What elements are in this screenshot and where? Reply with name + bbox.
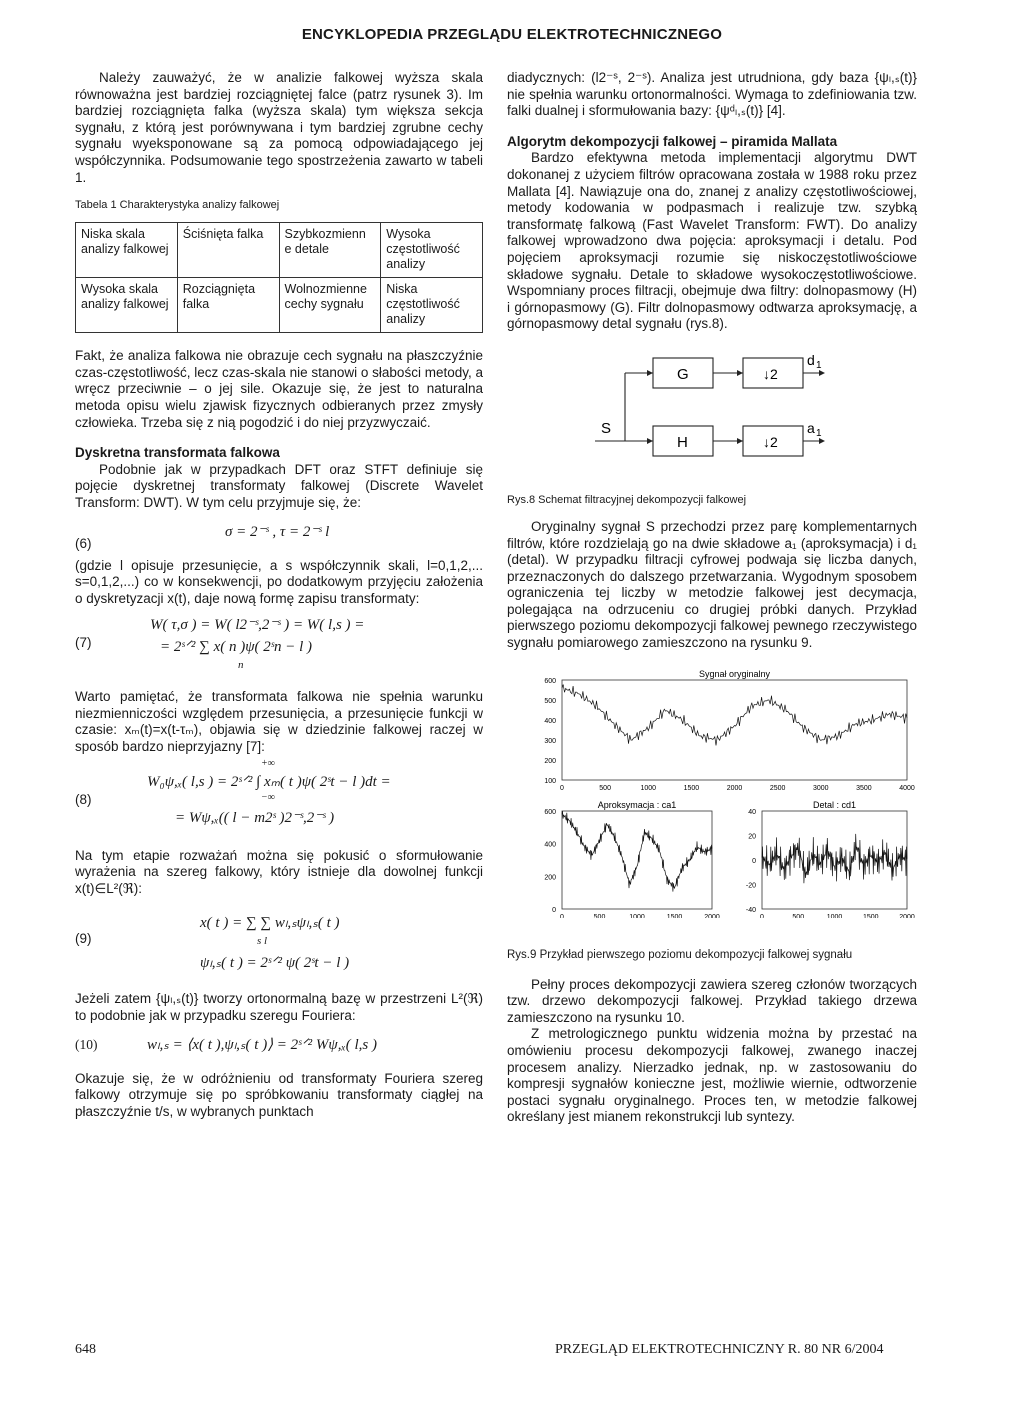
paragraph: (gdzie l opisuje przesunięcie, a s współczynnik skali, l=0,1,2,... s=0,1,2,...) co w konsekwencji, po dodatkowym przyjęciu założenia o dyskretyzacji x(t), daje nową formę zapisu transformaty: xyxy=(75,557,483,606)
table-cell: Niska częstotliwość analizy xyxy=(381,278,483,333)
y-tick-label: 500 xyxy=(544,697,556,705)
paragraph: Warto pamiętać, że transformata falkowa nie spełnia warunku niezmienniczości względem przesunięcia, a przesunięcie funkcji w czasie: xₘ(t)=x(t-τₘ), objawia się w dziedzinie falkowej raczej w sposób bardzo nieprzyjazny [7]: xyxy=(75,689,483,755)
filter-bank-diagram xyxy=(507,341,917,479)
y-tick-label: 0 xyxy=(552,906,556,914)
equation-number: (8) xyxy=(75,791,92,807)
x-tick-label: 500 xyxy=(593,913,606,918)
x-tick-label: 1500 xyxy=(683,784,700,792)
y-tick-label: 20 xyxy=(748,833,756,841)
y-tick-label: 200 xyxy=(544,757,556,765)
series-line xyxy=(762,834,907,883)
x-tick-label: 2500 xyxy=(769,784,786,792)
equation-line: W₀ψ,ₓ( l,s ) = 2ˢᐟ² ∫ xₘ( t )ψ( 2ˢt − l )dt = xyxy=(147,773,391,790)
journal-footer: PRZEGLĄD ELEKTROTECHNICZNY R. 80 NR 6/2004 xyxy=(555,1342,884,1357)
integral-upper-limit: +∞ xyxy=(261,757,275,769)
x-tick-label: 4000 xyxy=(899,784,915,792)
table-cell: Ściśnięta falka xyxy=(177,223,279,278)
filter-g-label: G xyxy=(677,365,689,383)
downsample-label: ↓2 xyxy=(763,433,778,450)
y-tick-label: -40 xyxy=(745,906,756,914)
output-a1-label: a xyxy=(807,419,815,436)
integral-lower-limit: −∞ xyxy=(261,791,275,803)
plot-frame xyxy=(562,680,907,780)
equation-6 xyxy=(75,512,483,558)
table-cell: Niska skala analizy falkowej xyxy=(76,223,178,278)
equation-body: σ = 2⁻ˢ , τ = 2⁻ˢ l xyxy=(225,523,330,540)
x-tick-label: 1500 xyxy=(666,913,683,918)
equation-line: = Wψ,ₓ(( l − m2ˢ )2⁻ˢ,2⁻ˢ ) xyxy=(175,809,335,826)
equation-body: wₗ,ₛ = ⟨x( t ),ψₗ,ₛ( t )⟩ = 2ˢᐟ² Wψ,ₓ( l,s ) xyxy=(147,1036,377,1053)
paragraph: Należy zauważyć, że w analizie falkowej wyższa skala równoważna jest bardziej rozciągniętej falce (patrz rysunek 3). Im bardziej rozciągnięta falka (wyższa skala) tym większa sekcja sygnału, z którą jest porównywana i tym bardziej zgrubne cechy sygnału wyeksponowane są za pomocą odpowiadającego jej współczynnika. Podsumowanie tego spostrzeżenia zawarto w tabeli 1. xyxy=(75,70,483,185)
table-cell: Szybkozmienn e detale xyxy=(279,223,381,278)
subscript: 1 xyxy=(816,427,822,439)
y-tick-label: -20 xyxy=(745,882,756,890)
chart-2 xyxy=(544,800,720,918)
equation-number: (7) xyxy=(75,635,92,651)
equation-subscript: s l xyxy=(257,935,268,948)
table-cell: Wysoka skala analizy falkowej xyxy=(76,278,178,333)
figure-caption: Rys.8 Schemat filtracyjnej dekompozycji falkowej xyxy=(507,493,747,506)
paragraph: Okazuje się, że w odróżnieniu od transformaty Fouriera szereg falkowy otrzymuje się po spróbkowaniu transformaty ciągłej na płaszczyźnie t/s, w wybranych punktach xyxy=(75,1070,483,1119)
y-tick-label: 0 xyxy=(752,857,756,865)
chart-3 xyxy=(746,800,915,918)
equation-line: x( t ) = ∑ ∑ wₗ,ₛψₗ,ₛ( t ) xyxy=(200,915,340,932)
left-column xyxy=(75,70,483,1120)
paragraph: Jeżeli zatem {ψₗ,ₛ(t)} tworzy ortonormalną bazę w przestrzeni L²(ℜ) to podobnie jak w przypadku szeregu Fouriera: xyxy=(75,991,483,1024)
series-line xyxy=(562,811,712,892)
equation-number: (10) xyxy=(75,1036,98,1052)
decomposition-charts xyxy=(507,668,917,918)
x-tick-label: 500 xyxy=(792,913,805,918)
x-tick-label: 3000 xyxy=(812,784,829,792)
paragraph: Podobnie jak w przypadkach DFT oraz STFT definiuje się pojęcie dyskretnej transformaty falkowej (Discrete Wavelet Transform: DWT). W tym celu przyjmuje się, że: xyxy=(75,461,483,510)
table-row xyxy=(76,278,483,333)
chart-title: Aproksymacja : ca1 xyxy=(597,799,677,810)
x-tick-label: 0 xyxy=(760,913,764,918)
characteristics-table xyxy=(75,222,483,333)
equation-number: (9) xyxy=(75,931,92,947)
table-cell: Rozciągnięta falka xyxy=(177,278,279,333)
x-tick-label: 0 xyxy=(560,913,564,918)
y-tick-label: 600 xyxy=(544,808,556,816)
equation-line: = 2ˢᐟ² ∑ x( n )ψ( 2ˢn − l ) xyxy=(160,639,312,656)
x-tick-label: 0 xyxy=(560,784,564,792)
subscript: 1 xyxy=(816,359,822,371)
x-tick-label: 2000 xyxy=(704,913,720,918)
signal-label-s: S xyxy=(601,419,612,437)
y-tick-label: 600 xyxy=(544,677,556,685)
y-tick-label: 100 xyxy=(544,777,556,785)
filter-h-label: H xyxy=(677,433,688,451)
running-header: ENCYKLOPEDIA PRZEGLĄDU ELEKTROTECHNICZNEGO xyxy=(301,26,723,43)
figure-caption: Rys.9 Przykład pierwszego poziomu dekompozycji falkowej sygnału xyxy=(507,948,853,961)
chart-title: Sygnał oryginalny xyxy=(698,668,771,679)
x-tick-label: 500 xyxy=(599,784,611,792)
equation-number: (6) xyxy=(75,535,92,551)
section-heading: Dyskretna transformata falkowa xyxy=(75,445,280,461)
series-line xyxy=(562,684,907,745)
y-tick-label: 400 xyxy=(544,841,556,849)
table-caption: Tabela 1 Charakterystyka analizy falkowej xyxy=(75,199,280,212)
paragraph: Z metrologicznego punktu widzenia można by przestać na omówieniu procesu dekompozycji falkowej, zwanego inaczej procesem analizy. Nierzadko jednak, np. w zastosowaniu do kompresji sygnałów konieczne jest, możliwie wiernie, odtworzenie postaci sygnału oryginalnego. Proces ten, w metodzie falkowej określany jest mianem rekonstrukcji lub syntezy. xyxy=(507,1026,917,1125)
equation-7 xyxy=(75,607,483,679)
equation-subscript: n xyxy=(238,659,244,672)
output-d1-label: d xyxy=(807,351,815,368)
table-cell: Wolnozmienne cechy sygnału xyxy=(279,278,381,333)
paragraph: Pełny proces dekompozycji zawiera szereg członów tworzących tzw. drzewo dekompozycji falkowej. Przykład takiego drzewa zamieszczono na rysunku 10. xyxy=(507,976,917,1025)
chart-1 xyxy=(544,669,915,792)
chart-title: Detal : cd1 xyxy=(812,799,857,810)
y-tick-label: 200 xyxy=(544,873,556,881)
y-tick-label: 40 xyxy=(748,808,756,816)
section-heading: Algorytm dekompozycji falkowej – piramida Mallata xyxy=(507,133,838,149)
x-tick-label: 1000 xyxy=(629,913,645,918)
paragraph: Na tym etapie rozważań można się pokusić o sformułowanie wyrażenia na szereg falkowy, który istnieje dla dowolnej funkcji x(t)∈L²(ℜ): xyxy=(75,847,483,896)
plot-frame xyxy=(762,811,907,909)
equation-8 xyxy=(75,756,483,838)
x-tick-label: 2000 xyxy=(726,784,743,792)
downsample-label: ↓2 xyxy=(763,365,778,382)
x-tick-label: 1000 xyxy=(640,784,657,792)
table-row xyxy=(76,223,483,278)
paragraph: Fakt, że analiza falkowa nie obrazuje cech sygnału na płaszczyźnie czas-częstotliwość, lecz czas-skala nie stanowi o słabości metody, a wręcz przeciwnie – o jej sile. Okazuje się, że jest to naturalna metoda opisu wielu zjawisk fizycznych odbieranych przez zmysły człowieka. Trzeba się z nią pogodzić i do niej przyzwyczaić. xyxy=(75,348,483,430)
paragraph: Oryginalny sygnał S przechodzi przez parę komplementarnych filtrów, które rozdzielają go na dwie składowe a₁ (aproksymacja) i d₁ (detal). W przypadku filtracji cyfrowej podwaja się liczba danych, przeznaczonych do dalszego przetwarzania. Wygodnym sposobem ograniczenia tej liczby w metodzie falkowej jest decymacja, polegająca na odrzuceniu co drugiej próbki danych. Przykład pierwszego poziomu dekompozycji falkowej pewnego rzeczywistego sygnału pomiarowego zamieszczono na rysunku 9. xyxy=(507,518,917,651)
paragraph: Bardzo efektywna metoda implementacji algorytmu DWT dokonanej z użyciem filtrów opracowana została w 1988 roku przez Mallata [4]. Nawiązuje ona do, znanej z analizy częstotliwościowej, metody kodowania w podpasmach i realizuje tzw. szybką transformatę falkową (Fast Wavelet Transform: FWT). Do analizy falkowej wprowadzono dwa pojęcia: aproksymacji i detalu. Pod pojęciem aproksymacji rozumie się niskoczęstotliwościowe składowe sygnału. Detale to składowe wysokoczęstotliwościowe. Wspomniany proces filtracji, obejmuje dwa filtry: dolnopasmowy (H) i górnopasmowy (G). Filtr dolnopasmowy odtwarza aproksymację, a górnopasmowy detal sygnału (rys.8). xyxy=(507,150,917,332)
equation-line: W( τ,σ ) = W( l2⁻ˢ,2⁻ˢ ) = W( l,s ) = xyxy=(150,617,365,634)
table-cell: Wysoka częstotliwość analizy xyxy=(381,223,483,278)
x-tick-label: 3500 xyxy=(856,784,872,792)
page-number: 648 xyxy=(75,1342,96,1357)
y-tick-label: 300 xyxy=(544,737,556,745)
x-tick-label: 1000 xyxy=(826,913,843,918)
equation-line: ψₗ,ₛ( t ) = 2ˢᐟ² ψ( 2ˢt − l ) xyxy=(200,955,350,972)
paragraph: diadycznych: (l2⁻ˢ, 2⁻ˢ). Analiza jest utrudniona, gdy baza {ψₗ,ₛ(t)} nie spełnia warunku ortonormalności. Wymaga to zdefiniowania tzw. falki dualnej i sformułowania bazy: {ψᵈₗ,ₛ(t)} [4]. xyxy=(507,70,917,119)
y-tick-label: 400 xyxy=(544,717,556,725)
x-tick-label: 2000 xyxy=(899,913,915,918)
x-tick-label: 1500 xyxy=(862,913,879,918)
right-column xyxy=(507,70,917,1126)
equation-9 xyxy=(75,897,483,983)
equation-10 xyxy=(75,1025,483,1065)
